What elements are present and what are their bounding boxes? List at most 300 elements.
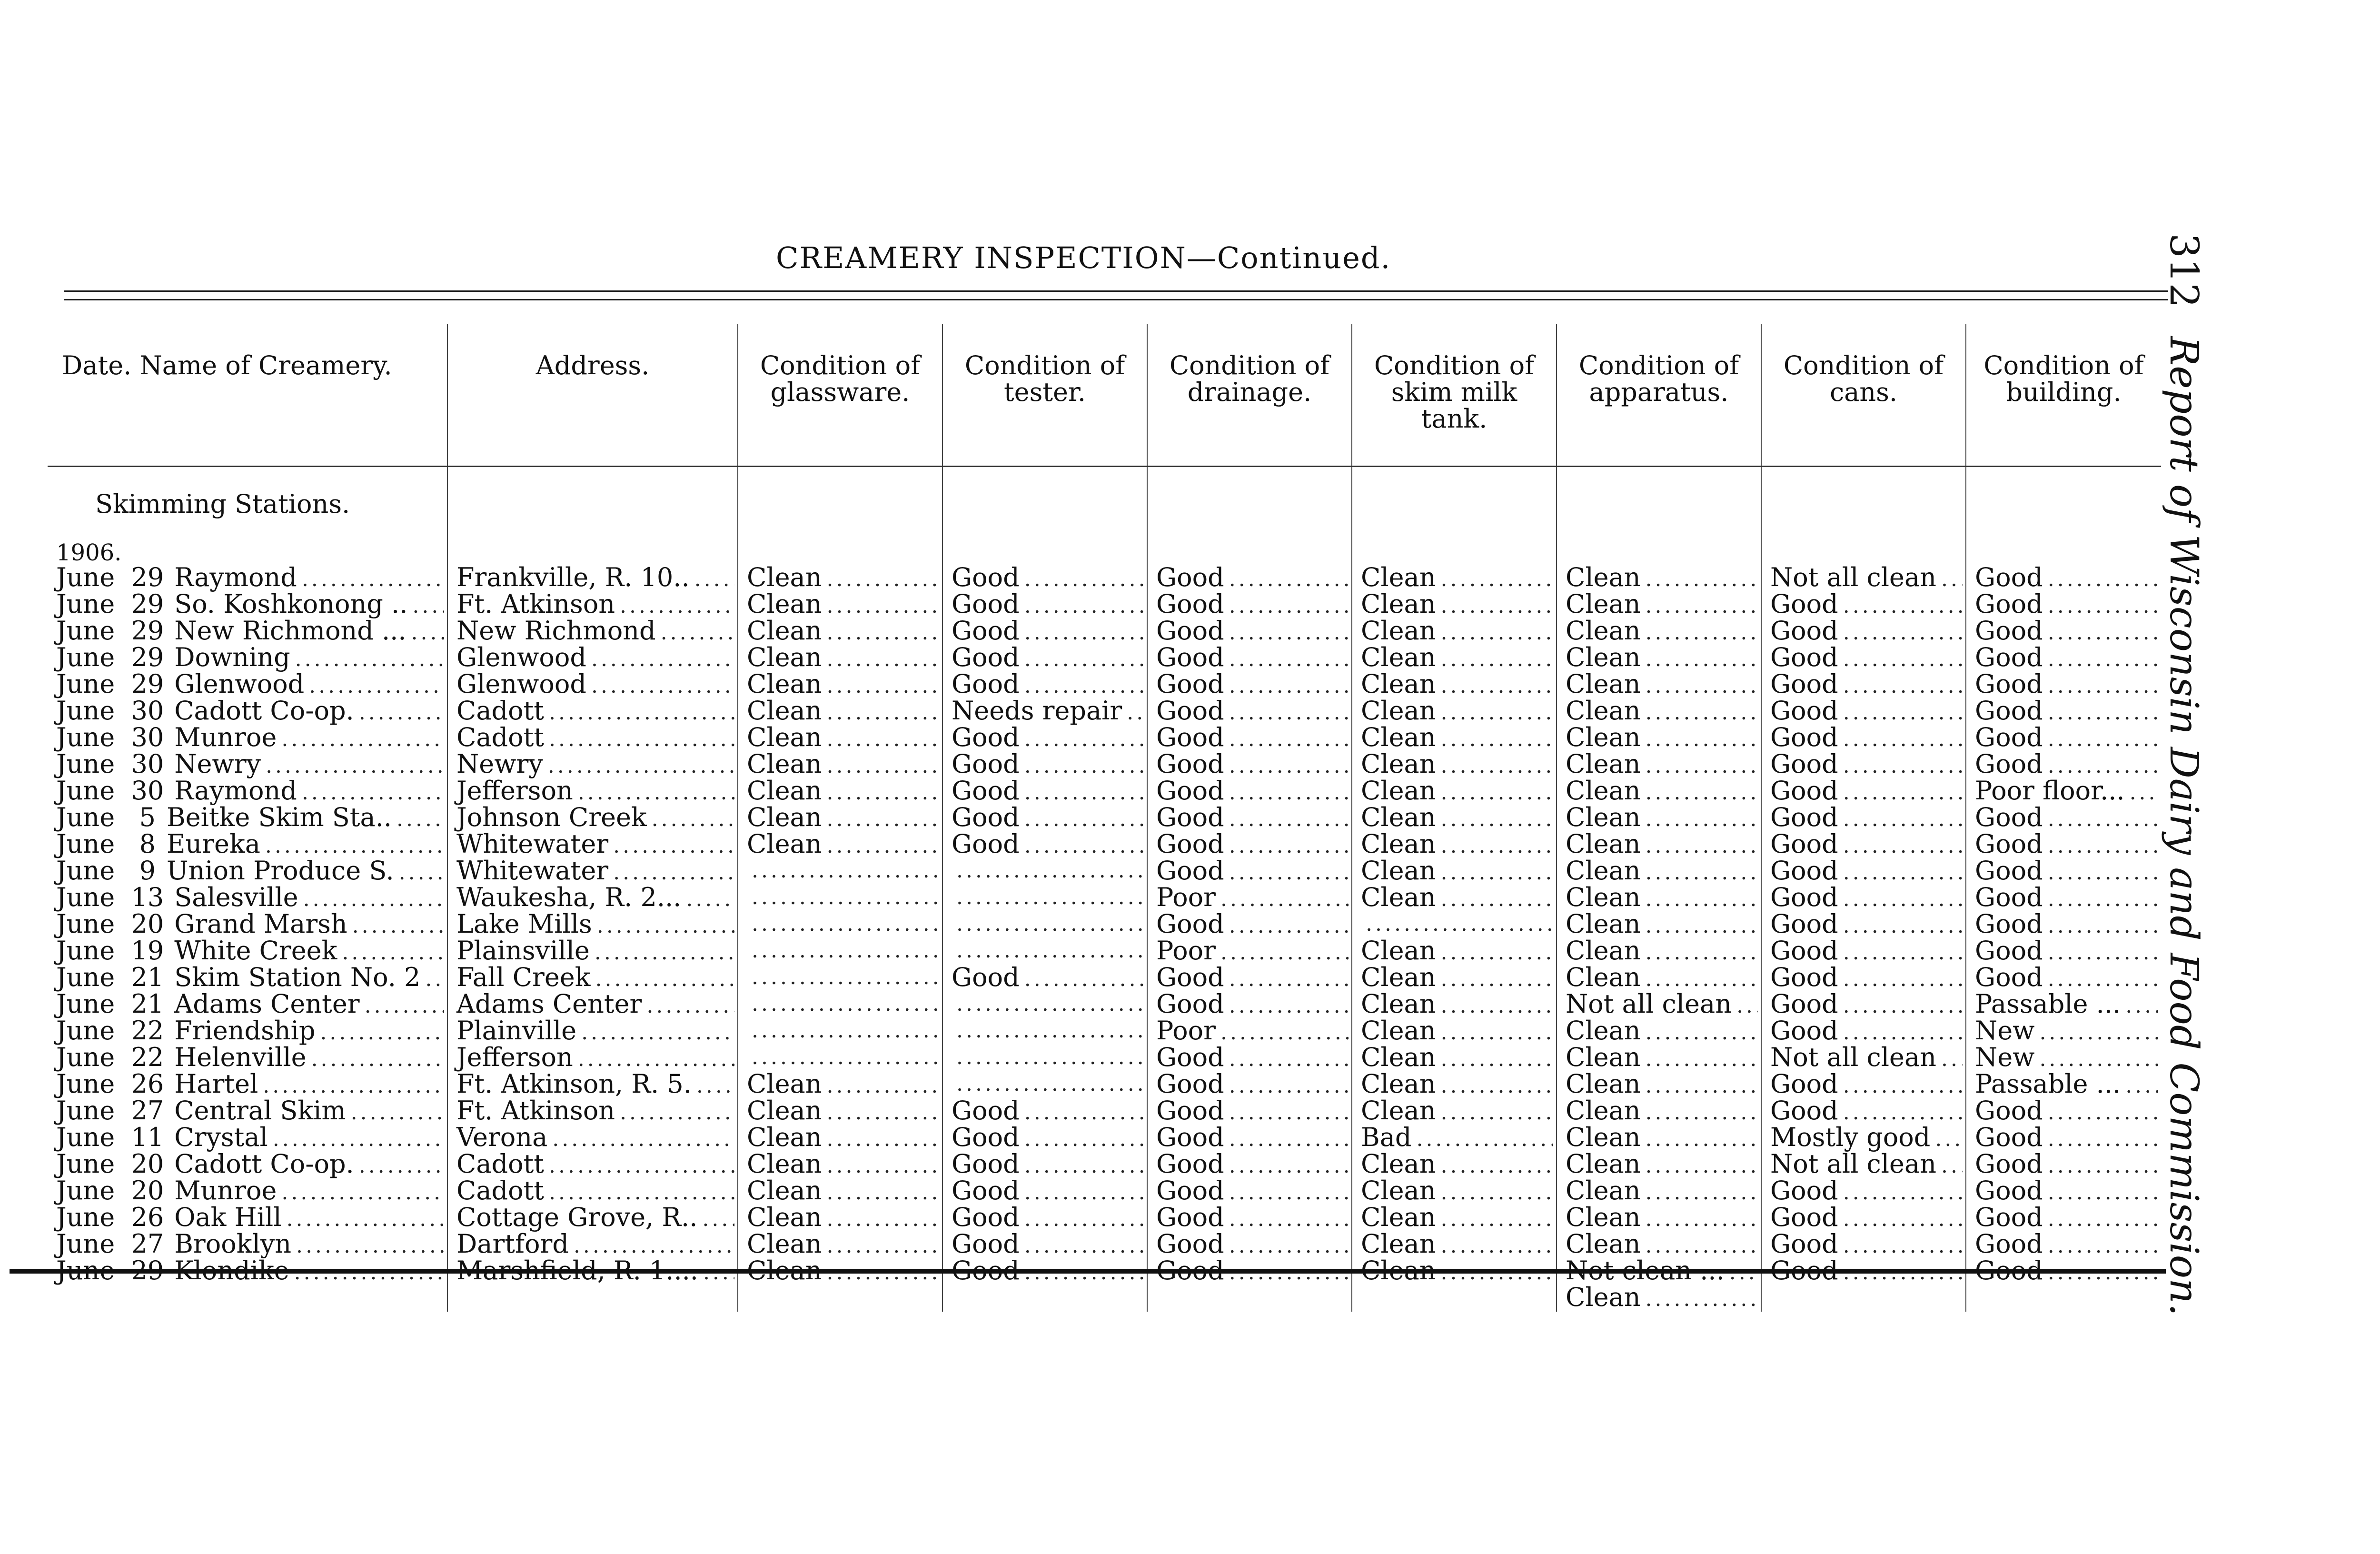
cell-tester-content <box>952 938 1144 963</box>
cell-tester <box>942 565 1147 592</box>
cell-skim-tank <box>1352 1125 1557 1152</box>
row-tester-value: Needs repair <box>952 698 1122 725</box>
row-apparatus-value: Clean <box>1566 858 1641 885</box>
cell-tester <box>942 618 1147 645</box>
col-header-skim-tank: Condition of skim milk tank. <box>1352 324 1557 467</box>
cell-glassware <box>738 565 942 592</box>
leader-dots <box>1441 727 1553 752</box>
cell-tester-content <box>952 565 1144 592</box>
cell-address <box>447 885 738 912</box>
header-row <box>48 324 2161 467</box>
row-apparatus-value: Not all clean <box>1566 992 1732 1018</box>
leader-dots <box>2048 834 2158 858</box>
cell-cans-content <box>1770 912 1963 938</box>
row-creamery-name: New Richmond ... <box>174 618 407 645</box>
title-rule <box>64 299 2168 300</box>
cell-tester-content <box>952 912 1144 936</box>
row-apparatus-value: Clean <box>1566 1072 1641 1098</box>
row-cans-value: Good <box>1770 698 1838 725</box>
row-cans-value: Good <box>1770 832 1838 858</box>
cell-date-name-content <box>56 645 444 672</box>
row-creamery-name: Newry <box>174 752 261 778</box>
cell-skim-tank <box>1352 1285 1557 1312</box>
leader-dots <box>827 807 939 832</box>
row-creamery-name: Friendship <box>174 1018 316 1045</box>
cell-glassware-content <box>747 1205 939 1232</box>
leader-dots <box>1646 1207 1758 1232</box>
cell-apparatus-content <box>1566 778 1758 805</box>
row-skim-tank-value: Clean <box>1361 1152 1436 1178</box>
leader-dots <box>1220 1020 1349 1045</box>
cell-address <box>447 618 738 645</box>
leader-dots <box>1646 887 1758 912</box>
cell-skim-tank-content <box>1361 698 1553 725</box>
cell-date-name <box>48 672 447 698</box>
cell-apparatus <box>1557 1018 1761 1045</box>
cell-cans <box>1761 885 1966 912</box>
leader-dots <box>1646 780 1758 805</box>
cell-tester-content <box>952 672 1144 698</box>
cell-drainage-content <box>1156 1152 1349 1178</box>
table-row <box>48 698 2161 725</box>
cell-glassware <box>738 1205 942 1232</box>
leader-dots <box>1441 754 1553 778</box>
leader-dots <box>1229 780 1349 805</box>
section-label-text: Skimming Stations. <box>95 489 350 519</box>
leader-dots <box>827 594 939 618</box>
row-building-value: Good <box>1975 645 2043 672</box>
cell-building-content <box>1975 1045 2158 1072</box>
leader-dots <box>1843 727 1963 752</box>
row-apparatus-value: Not clean ... <box>1566 1258 1725 1285</box>
cell-glassware <box>738 1285 942 1312</box>
row-glassware-value: Clean <box>747 1125 822 1152</box>
cell-skim-tank <box>1352 858 1557 885</box>
cell-cans-content <box>1770 1072 1963 1098</box>
cell-apparatus <box>1557 1125 1761 1152</box>
cell-cans <box>1761 672 1966 698</box>
row-address: Cottage Grove, R.. <box>456 1205 698 1232</box>
row-building-value: Poor floor... <box>1975 778 2125 805</box>
cell-apparatus-content <box>1566 885 1758 912</box>
cell-apparatus <box>1557 992 1761 1018</box>
cell-drainage <box>1147 992 1352 1018</box>
cell-tester-content <box>952 885 1144 910</box>
cell-drainage-content <box>1156 912 1349 938</box>
cell-apparatus <box>1557 778 1761 805</box>
leader-dots <box>827 567 939 592</box>
row-apparatus-value: Clean <box>1566 618 1641 645</box>
leader-dots <box>1229 754 1349 778</box>
cell-tester-content <box>952 832 1144 858</box>
cell-glassware <box>738 1098 942 1125</box>
cell-address <box>447 1232 738 1258</box>
row-tester-value: Good <box>952 805 1020 832</box>
cell-building-content <box>1975 965 2158 992</box>
row-skim-tank-value: Clean <box>1361 1258 1436 1285</box>
leader-dots <box>1024 1234 1144 1258</box>
cell-date-name <box>48 912 447 938</box>
leader-dots <box>1441 567 1553 592</box>
row-skim-tank-value: Clean <box>1361 592 1436 618</box>
cell-tester <box>942 992 1147 1018</box>
cell-apparatus-content <box>1566 1178 1758 1205</box>
leader-dots <box>2048 887 2158 912</box>
leader-dots <box>1646 754 1758 778</box>
table-row <box>48 1205 2161 1232</box>
cell-drainage <box>1147 778 1352 805</box>
leader-dots <box>1441 967 1553 992</box>
row-building-value: Good <box>1975 565 2043 592</box>
row-building-value: Good <box>1975 592 2043 618</box>
table-row <box>48 672 2161 698</box>
leader-dots <box>595 967 734 992</box>
leader-dots <box>1843 1100 1963 1125</box>
table-row <box>48 1018 2161 1045</box>
row-glassware-value: Clean <box>747 672 822 698</box>
cell-cans <box>1761 992 1966 1018</box>
cell-date-name-content <box>56 885 444 912</box>
cell-drainage <box>1147 645 1352 672</box>
leader-dots <box>578 1047 734 1072</box>
row-apparatus-value: Clean <box>1566 752 1641 778</box>
leader-dots <box>686 887 734 912</box>
row-building-value: Good <box>1975 752 2043 778</box>
leader-dots <box>397 807 444 832</box>
row-apparatus-value: Clean <box>1566 1125 1641 1152</box>
cell-apparatus <box>1557 698 1761 725</box>
row-cans-value: Good <box>1770 938 1838 965</box>
cell-apparatus-content <box>1566 645 1758 672</box>
cell-building <box>1966 1072 2161 1098</box>
cell-address <box>447 698 738 725</box>
leader-dots <box>295 647 444 672</box>
cell-apparatus <box>1557 725 1761 752</box>
row-date: June 29 <box>56 592 164 618</box>
cell-glassware-content <box>747 645 939 672</box>
cell-date-name-content <box>56 1072 444 1098</box>
leader-dots <box>1843 647 1963 672</box>
row-skim-tank-value: Clean <box>1361 1045 1436 1072</box>
row-glassware-value: Clean <box>747 618 822 645</box>
row-skim-tank-value: Clean <box>1361 1072 1436 1098</box>
cell-glassware-content <box>747 965 939 990</box>
row-apparatus-value: Clean <box>1566 965 1641 992</box>
row-creamery-name: Raymond <box>174 778 297 805</box>
cell-cans <box>1761 858 1966 885</box>
row-cans-value: Good <box>1770 1205 1838 1232</box>
page-title: CREAMERY INSPECTION—Continued. <box>776 240 1391 275</box>
cell-address-content <box>456 752 734 778</box>
row-address: Ft. Atkinson <box>456 592 615 618</box>
leader-dots <box>956 912 1144 936</box>
cell-building-content <box>1975 1232 2158 1258</box>
row-building-value: New <box>1975 1045 2035 1072</box>
cell-address <box>447 1152 738 1178</box>
row-building-value: Good <box>1975 672 2043 698</box>
cell-drainage <box>1147 832 1352 858</box>
leader-dots <box>591 674 734 698</box>
cell-glassware-content <box>747 992 939 1016</box>
cell-building <box>1966 805 2161 832</box>
leader-dots <box>1646 567 1758 592</box>
leader-dots <box>956 992 1144 1016</box>
cell-skim-tank <box>1352 832 1557 858</box>
cell-cans <box>1761 565 1966 592</box>
leader-dots <box>1441 860 1553 885</box>
cell-skim-tank-content <box>1361 1098 1553 1125</box>
row-date: June 30 <box>56 752 164 778</box>
leader-dots <box>1024 674 1144 698</box>
leader-dots <box>2048 940 2158 965</box>
leader-dots <box>1229 914 1349 938</box>
leader-dots <box>652 807 734 832</box>
cell-tester <box>942 592 1147 618</box>
cell-date-name <box>48 645 447 672</box>
leader-dots <box>412 594 444 618</box>
leader-dots <box>1024 834 1144 858</box>
cell-apparatus <box>1557 1152 1761 1178</box>
cell-glassware-content <box>747 592 939 618</box>
row-apparatus-value: Clean <box>1566 1098 1641 1125</box>
row-tester-value: Good <box>952 1232 1020 1258</box>
cell-glassware-content <box>747 938 939 963</box>
row-tester-value: Good <box>952 1152 1020 1178</box>
cell-drainage-content <box>1156 858 1349 885</box>
row-address: New Richmond <box>456 618 656 645</box>
leader-dots <box>827 780 939 805</box>
cell-glassware-content <box>747 1152 939 1178</box>
inspection-table <box>48 324 2161 1312</box>
leader-dots <box>1941 1047 1963 1072</box>
leader-dots <box>1843 994 1963 1018</box>
leader-dots <box>309 674 444 698</box>
row-creamery-name: Raymond <box>174 565 297 592</box>
cell-glassware <box>738 645 942 672</box>
leader-dots <box>827 1127 939 1152</box>
row-glassware-value: Clean <box>747 1178 822 1205</box>
row-tester-value: Good <box>952 1178 1020 1205</box>
cell-date-name <box>48 1205 447 1232</box>
row-date: June 20 <box>56 1152 164 1178</box>
running-header <box>2161 233 2206 1316</box>
cell-glassware <box>738 592 942 618</box>
leader-dots <box>1024 754 1144 778</box>
row-apparatus-value: Clean <box>1566 1205 1641 1232</box>
cell-glassware-content <box>747 832 939 858</box>
leader-dots <box>702 1207 734 1232</box>
leader-dots <box>613 834 734 858</box>
row-tester-value: Good <box>952 778 1020 805</box>
cell-drainage <box>1147 965 1352 992</box>
row-drainage-value: Good <box>1156 1232 1224 1258</box>
cell-address-content <box>456 592 734 618</box>
leader-dots <box>1843 914 1963 938</box>
row-skim-tank-value: Clean <box>1361 1018 1436 1045</box>
cell-building <box>1966 1125 2161 1152</box>
cell-apparatus-content <box>1566 912 1758 938</box>
cell-cans-content <box>1770 672 1963 698</box>
cell-date-name-content <box>56 938 444 965</box>
leader-dots <box>752 912 939 936</box>
row-cans-value: Good <box>1770 1018 1838 1045</box>
cell-skim-tank-content <box>1361 1045 1553 1072</box>
leader-dots <box>1941 1154 1963 1178</box>
table-row <box>48 1152 2161 1178</box>
table-row <box>48 645 2161 672</box>
cell-drainage-content <box>1156 1205 1349 1232</box>
row-creamery-name: Salesville <box>174 885 298 912</box>
row-glassware-value: Clean <box>747 645 822 672</box>
cell-cans <box>1761 725 1966 752</box>
cell-cans-content <box>1770 778 1963 805</box>
leader-dots <box>286 1207 444 1232</box>
row-skim-tank-value: Clean <box>1361 1232 1436 1258</box>
leader-dots <box>1441 807 1553 832</box>
cell-cans <box>1761 805 1966 832</box>
cell-skim-tank-content <box>1361 592 1553 618</box>
row-glassware-value: Clean <box>747 1205 822 1232</box>
cell-tester-content <box>952 1178 1144 1205</box>
leader-dots <box>281 727 444 752</box>
leader-dots <box>1646 834 1758 858</box>
cell-address-content <box>456 645 734 672</box>
cell-address <box>447 1125 738 1152</box>
cell-address-content <box>456 992 734 1018</box>
cell-drainage-content <box>1156 565 1349 592</box>
leader-dots <box>1024 1207 1144 1232</box>
leader-dots <box>1441 1207 1553 1232</box>
cell-tester-content <box>952 592 1144 618</box>
row-building-value: Good <box>1975 912 2043 938</box>
row-date: June 19 <box>56 938 164 965</box>
cell-drainage <box>1147 885 1352 912</box>
row-building-value: Good <box>1975 1178 2043 1205</box>
row-creamery-name: Downing <box>174 645 290 672</box>
leader-dots <box>2039 1047 2158 1072</box>
cell-skim-tank-content <box>1361 778 1553 805</box>
row-glassware-value: Clean <box>747 725 822 752</box>
cell-skim-tank-content <box>1361 752 1553 778</box>
col-header-date-name: Date. Name of Creamery. <box>62 350 392 380</box>
leader-dots <box>2048 647 2158 672</box>
row-date: June 29 <box>56 565 164 592</box>
cell-date-name <box>48 618 447 645</box>
cell-tester <box>942 1045 1147 1072</box>
cell-building-content <box>1975 698 2158 725</box>
leader-dots <box>296 1234 444 1258</box>
row-building-value: Good <box>1975 1125 2043 1152</box>
cell-drainage-content <box>1156 992 1349 1018</box>
cell-cans-content <box>1770 1152 1963 1178</box>
year-label: 1906. <box>56 539 122 565</box>
cell-building-content <box>1975 1152 2158 1178</box>
leader-dots <box>646 994 734 1018</box>
leader-dots <box>956 1072 1144 1096</box>
bottom-rule <box>10 1269 2166 1274</box>
leader-dots <box>1843 1020 1963 1045</box>
row-skim-tank-value: Clean <box>1361 752 1436 778</box>
row-apparatus-value: Clean <box>1566 725 1641 752</box>
cell-apparatus <box>1557 565 1761 592</box>
row-glassware-value: Clean <box>747 565 822 592</box>
leader-dots <box>1229 807 1349 832</box>
cell-skim-tank <box>1352 1045 1557 1072</box>
cell-date-name-content <box>56 1178 444 1205</box>
row-cans-value: Mostly good <box>1770 1125 1931 1152</box>
row-skim-tank-value: Bad <box>1361 1125 1412 1152</box>
leader-dots <box>1843 887 1963 912</box>
cell-date-name-content <box>56 1125 444 1152</box>
cell-apparatus-content <box>1566 725 1758 752</box>
leader-dots <box>827 700 939 725</box>
row-date: June 20 <box>56 1178 164 1205</box>
cell-glassware-content <box>747 858 939 883</box>
cell-drainage <box>1147 938 1352 965</box>
cell-cans <box>1761 1018 1966 1045</box>
leader-dots <box>1441 1234 1553 1258</box>
leader-dots <box>1229 674 1349 698</box>
table-row <box>48 1072 2161 1098</box>
row-apparatus-value: Clean <box>1566 1232 1641 1258</box>
cell-drainage-content <box>1156 618 1349 645</box>
row-address: Cadott <box>456 1178 544 1205</box>
cell-skim-tank <box>1352 938 1557 965</box>
leader-dots <box>827 647 939 672</box>
cell-tester <box>942 1018 1147 1045</box>
row-building-value: Good <box>1975 805 2043 832</box>
row-skim-tank-value: Clean <box>1361 1098 1436 1125</box>
row-creamery-name: Hartel <box>174 1072 258 1098</box>
cell-skim-tank-content <box>1361 1152 1553 1178</box>
cell-drainage <box>1147 805 1352 832</box>
leader-dots <box>2048 914 2158 938</box>
cell-date-name-content <box>56 1205 444 1232</box>
cell-apparatus <box>1557 1285 1761 1312</box>
row-date: June 29 <box>56 672 164 698</box>
cell-building-content <box>1975 592 2158 618</box>
cell-building-content <box>1975 1205 2158 1232</box>
leader-dots <box>1843 807 1963 832</box>
cell-skim-tank <box>1352 885 1557 912</box>
leader-dots <box>359 1154 444 1178</box>
cell-apparatus-content <box>1566 1072 1758 1098</box>
row-skim-tank-value: Clean <box>1361 858 1436 885</box>
cell-cans-content <box>1770 805 1963 832</box>
row-date: June 29 <box>56 1258 164 1285</box>
row-date: June 9 <box>56 858 156 885</box>
row-apparatus-value: Clean <box>1566 1152 1641 1178</box>
cell-building <box>1966 885 2161 912</box>
leader-dots <box>696 1074 734 1098</box>
cell-cans <box>1761 698 1966 725</box>
leader-dots <box>1229 727 1349 752</box>
cell-drainage-content <box>1156 778 1349 805</box>
cell-skim-tank-content <box>1361 912 1553 936</box>
row-address: Cadott <box>456 1152 544 1178</box>
cell-tester <box>942 938 1147 965</box>
cell-drainage-content <box>1156 1098 1349 1125</box>
row-glassware-value: Clean <box>747 1098 822 1125</box>
cell-glassware <box>738 698 942 725</box>
cell-drainage-content <box>1156 832 1349 858</box>
cell-glassware <box>738 992 942 1018</box>
cell-drainage <box>1147 1045 1352 1072</box>
row-date: June 30 <box>56 725 164 752</box>
leader-dots <box>2048 700 2158 725</box>
cell-address-content <box>456 1178 734 1205</box>
row-drainage-value: Good <box>1156 725 1224 752</box>
